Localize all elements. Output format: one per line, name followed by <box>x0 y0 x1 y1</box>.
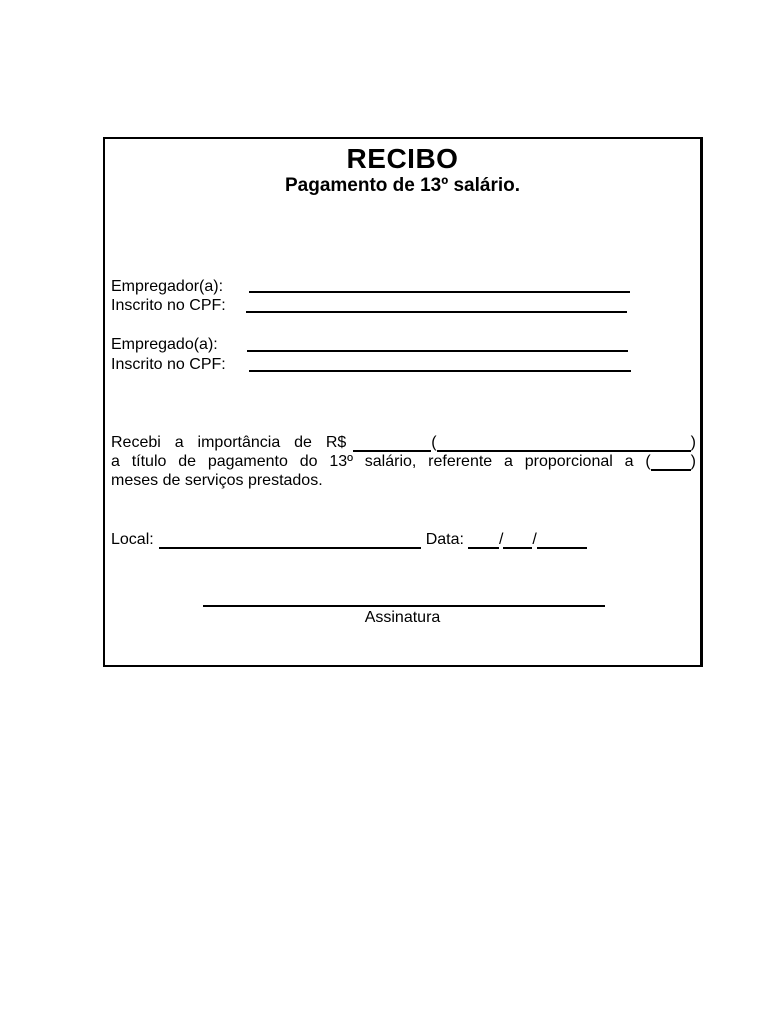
word: título <box>131 453 167 470</box>
payment-statement <box>111 433 696 490</box>
word: salário, <box>364 453 417 470</box>
employer-cpf-field[interactable] <box>246 311 627 313</box>
employer-cpf-label: Inscrito no CPF: <box>111 297 226 314</box>
employer-field[interactable] <box>249 291 630 293</box>
date-separator: / <box>498 531 504 548</box>
word: Recebi <box>111 434 161 451</box>
employer-label: Empregador(a): <box>111 278 224 295</box>
word: a <box>174 434 184 451</box>
date-year-field[interactable] <box>537 533 587 549</box>
receipt-box <box>103 137 703 667</box>
signature-line[interactable] <box>203 605 605 607</box>
word: proporcional <box>524 453 613 470</box>
months-group <box>645 452 696 471</box>
local-date-row <box>111 531 587 549</box>
date-separator: / <box>532 531 537 548</box>
statement-line-1 <box>111 433 696 452</box>
open-paren: ( <box>645 453 651 470</box>
word: referente <box>428 453 493 470</box>
date-day-field[interactable] <box>468 533 499 549</box>
months-field[interactable] <box>651 455 691 471</box>
date-label: Data: <box>425 531 464 548</box>
word: de <box>294 434 312 451</box>
receipt-title: RECIBO <box>346 143 459 174</box>
local-field[interactable] <box>159 533 421 549</box>
employee-label: Empregado(a): <box>111 336 218 353</box>
word: a <box>111 453 120 470</box>
close-paren: ) <box>690 453 696 470</box>
statement-line-2 <box>111 452 696 471</box>
statement-line-3 <box>111 471 696 490</box>
amount-words-field[interactable] <box>437 436 691 452</box>
employee-field[interactable] <box>247 350 628 352</box>
employee-cpf-label: Inscrito no CPF: <box>111 356 226 373</box>
local-label: Local: <box>111 531 154 548</box>
word: 13º <box>329 453 353 470</box>
amount-group <box>326 433 696 452</box>
date-month-field[interactable] <box>503 533 532 549</box>
word: a <box>624 453 634 470</box>
word: de <box>178 453 197 470</box>
employee-cpf-field[interactable] <box>249 370 631 372</box>
receipt-subtitle: Pagamento de 13º salário. <box>284 175 521 196</box>
word: a <box>504 453 513 470</box>
word: pagamento <box>207 453 288 470</box>
word: do <box>299 453 318 470</box>
signature-label: Assinatura <box>364 609 441 626</box>
close-paren: ) <box>690 434 696 451</box>
amount-field[interactable] <box>353 436 431 452</box>
currency-symbol: R$ <box>325 434 347 451</box>
statement-line-3-text: meses de serviços prestados. <box>111 472 323 489</box>
open-paren: ( <box>431 434 437 451</box>
word: importância <box>197 434 281 451</box>
